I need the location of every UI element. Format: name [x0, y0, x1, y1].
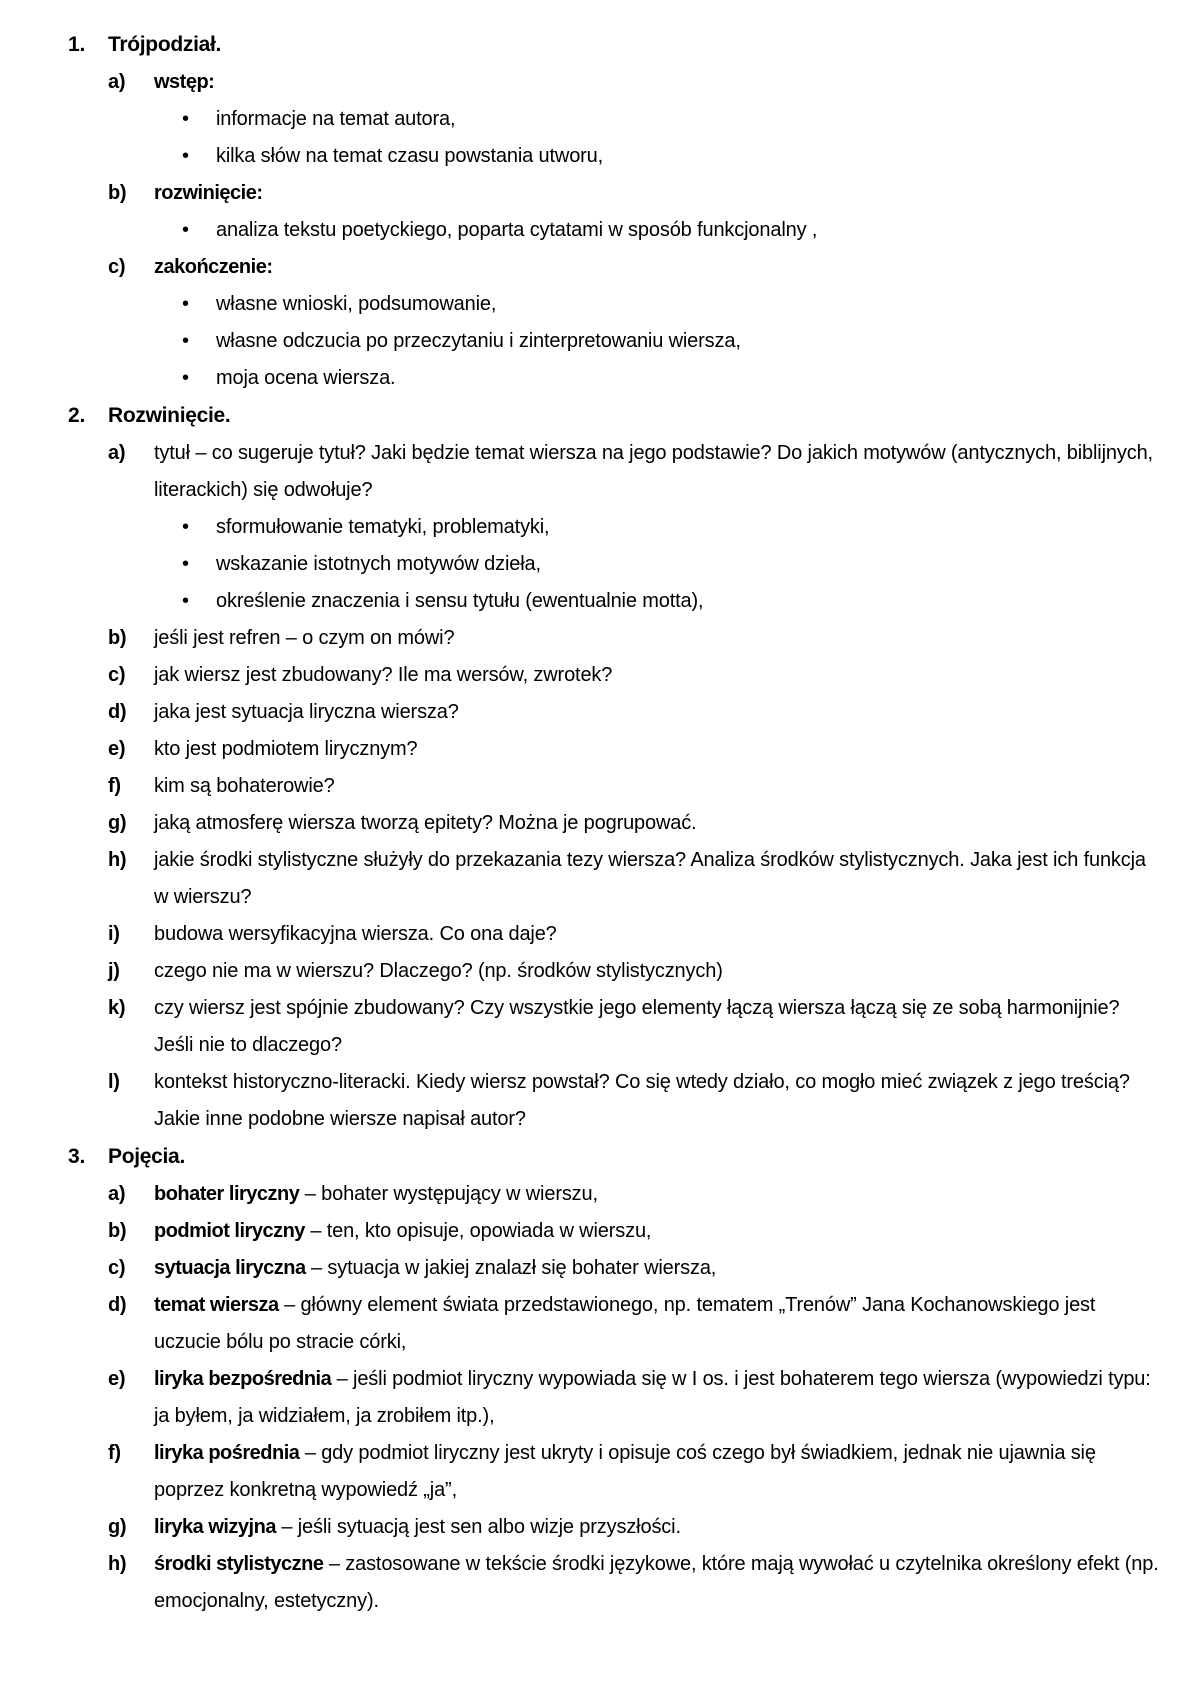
item-body: [154, 435, 1160, 509]
item-body: [154, 1176, 1160, 1213]
outline-item: [108, 768, 1160, 805]
item-marker: a): [108, 442, 126, 464]
item-body: [154, 1213, 1160, 1250]
item-body: [154, 175, 1160, 212]
item-term: środki stylistyczne: [154, 1553, 324, 1575]
outline-section: [40, 397, 1160, 1138]
bullet-dot-icon: •: [182, 553, 189, 575]
item-term: zakończenie:: [154, 256, 273, 278]
bullet-list: [154, 212, 1160, 249]
item-text: tytuł – co sugeruje tytuł? Jaki będzie temat wiersza na jego podstawie? Do jakich motywów (antycznych, biblijnych, literackich) się odwołuje?: [154, 442, 1153, 501]
bullet-list: [154, 286, 1160, 397]
item-body: [154, 842, 1160, 916]
item-text: jak wiersz jest zbudowany? Ile ma wersów, zwrotek?: [154, 664, 613, 686]
item-text: – zastosowane w tekście środki językowe, które mają wywołać u czytelnika określony efekt (np. emocjonalny, estetyczny).: [154, 1553, 1159, 1612]
bullet-item: [154, 138, 1160, 175]
outline-item: [108, 1213, 1160, 1250]
item-marker: a): [108, 71, 126, 93]
item-marker: l): [108, 1071, 120, 1093]
bullet-text: wskazanie istotnych motywów dzieła,: [216, 553, 541, 575]
item-marker: g): [108, 812, 127, 834]
item-body: [154, 731, 1160, 768]
outline-item: [108, 175, 1160, 249]
bullet-list: [154, 509, 1160, 620]
outline-item: [108, 1287, 1160, 1361]
bullet-item: [154, 323, 1160, 360]
bullet-item: [154, 286, 1160, 323]
outline-item: [108, 620, 1160, 657]
outline-item: [108, 916, 1160, 953]
item-body: [154, 953, 1160, 990]
item-body: [154, 990, 1160, 1064]
outline-item: [108, 1509, 1160, 1546]
bullet-text: informacje na temat autora,: [216, 108, 456, 130]
item-marker: e): [108, 738, 126, 760]
outline-item: [108, 249, 1160, 397]
item-marker: k): [108, 997, 126, 1019]
item-text: – bohater występujący w wierszu,: [299, 1183, 598, 1205]
item-marker: g): [108, 1516, 127, 1538]
item-text: – sytuacja w jakiej znalazł się bohater wiersza,: [305, 1257, 717, 1279]
outline-item: [108, 1435, 1160, 1509]
bullet-item: [154, 583, 1160, 620]
item-body: [154, 1064, 1160, 1138]
outline-item: [108, 694, 1160, 731]
section-sublist: [108, 435, 1160, 1138]
item-term: podmiot liryczny: [154, 1220, 305, 1242]
item-text: kto jest podmiotem lirycznym?: [154, 738, 418, 760]
item-body: [154, 694, 1160, 731]
section-title: Pojęcia.: [108, 1145, 185, 1168]
section-marker: 2.: [68, 404, 86, 427]
section-marker: 3.: [68, 1145, 86, 1168]
item-marker: c): [108, 256, 126, 278]
outline-item: [108, 1361, 1160, 1435]
item-text: jaka jest sytuacja liryczna wiersza?: [154, 701, 459, 723]
item-body: [154, 916, 1160, 953]
bullet-dot-icon: •: [182, 516, 189, 538]
item-body: [154, 768, 1160, 805]
outline-item: [108, 1064, 1160, 1138]
item-body: [154, 1287, 1160, 1361]
bullet-list: [154, 101, 1160, 175]
item-body: [154, 249, 1160, 286]
section-title: Rozwinięcie.: [108, 404, 231, 427]
item-term: liryka pośrednia: [154, 1442, 300, 1464]
item-marker: d): [108, 701, 127, 723]
item-text: – główny element świata przedstawionego, np. tematem „Trenów” Jana Kochanowskiego jest uczucie bólu po stracie córki,: [154, 1294, 1096, 1353]
bullet-dot-icon: •: [182, 293, 189, 315]
outline-item: [108, 953, 1160, 990]
item-marker: e): [108, 1368, 126, 1390]
item-term: wstęp:: [154, 71, 215, 93]
item-text: jaką atmosferę wiersza tworzą epitety? Można je pogrupować.: [154, 812, 697, 834]
item-term: temat wiersza: [154, 1294, 279, 1316]
item-marker: c): [108, 1257, 126, 1279]
section-sublist: [108, 1176, 1160, 1620]
bullet-text: własne wnioski, podsumowanie,: [216, 293, 497, 315]
item-marker: j): [108, 960, 120, 982]
item-marker: b): [108, 627, 127, 649]
bullet-dot-icon: •: [182, 219, 189, 241]
outline-section: [40, 1138, 1160, 1620]
item-term: bohater liryczny: [154, 1183, 300, 1205]
outline-item: [108, 435, 1160, 620]
item-text: czego nie ma w wierszu? Dlaczego? (np. środków stylistycznych): [154, 960, 723, 982]
item-body: [154, 805, 1160, 842]
bullet-dot-icon: •: [182, 108, 189, 130]
item-term: rozwinięcie:: [154, 182, 263, 204]
item-text: – jeśli podmiot liryczny wypowiada się w I os. i jest bohaterem tego wiersza (wypowiedzi typu: ja byłem, ja widziałem, ja zrobiłem itp.),: [154, 1368, 1151, 1427]
item-text: kontekst historyczno-literacki. Kiedy wiersz powstał? Co się wtedy działo, co mogło mieć związek z jego treścią? Jakie inne podobne wiersze napisał autor?: [154, 1071, 1130, 1130]
outline-item: [108, 657, 1160, 694]
item-marker: h): [108, 849, 127, 871]
item-marker: f): [108, 775, 121, 797]
item-text: jakie środki stylistyczne służyły do przekazania tezy wiersza? Analiza środków stylistycznych. Jaka jest ich funkcja w wierszu?: [154, 849, 1146, 908]
item-body: [154, 620, 1160, 657]
item-term: liryka bezpośrednia: [154, 1368, 332, 1390]
item-text: – gdy podmiot liryczny jest ukryty i opisuje coś czego był świadkiem, jednak nie ujawnia się poprzez konkretną wypowiedź „ja”,: [154, 1442, 1096, 1501]
item-term: liryka wizyjna: [154, 1516, 276, 1538]
outline-section: [40, 26, 1160, 397]
outline-item: [108, 64, 1160, 175]
outline-item: [108, 990, 1160, 1064]
item-body: [154, 1435, 1160, 1509]
bullet-dot-icon: •: [182, 330, 189, 352]
bullet-text: moja ocena wiersza.: [216, 367, 396, 389]
outline-list: [40, 26, 1160, 1620]
bullet-text: analiza tekstu poetyckiego, poparta cytatami w sposób funkcjonalny ,: [216, 219, 818, 241]
bullet-dot-icon: •: [182, 590, 189, 612]
bullet-dot-icon: •: [182, 145, 189, 167]
bullet-text: kilka słów na temat czasu powstania utworu,: [216, 145, 604, 167]
item-text: jeśli jest refren – o czym on mówi?: [154, 627, 455, 649]
outline-item: [108, 731, 1160, 768]
bullet-item: [154, 360, 1160, 397]
bullet-item: [154, 101, 1160, 138]
outline-item: [108, 1176, 1160, 1213]
section-marker: 1.: [68, 33, 86, 56]
item-body: [154, 1250, 1160, 1287]
outline-item: [108, 1250, 1160, 1287]
bullet-dot-icon: •: [182, 367, 189, 389]
item-text: kim są bohaterowie?: [154, 775, 335, 797]
bullet-text: określenie znaczenia i sensu tytułu (ewentualnie motta),: [216, 590, 704, 612]
outline-item: [108, 842, 1160, 916]
item-marker: d): [108, 1294, 127, 1316]
bullet-item: [154, 212, 1160, 249]
outline-item: [108, 1546, 1160, 1620]
section-sublist: [108, 64, 1160, 397]
bullet-item: [154, 509, 1160, 546]
item-term: sytuacja liryczna: [154, 1257, 306, 1279]
item-body: [154, 64, 1160, 101]
item-body: [154, 1361, 1160, 1435]
item-marker: b): [108, 182, 127, 204]
item-marker: c): [108, 664, 126, 686]
item-body: [154, 1546, 1160, 1620]
item-text: – jeśli sytuacją jest sen albo wizje przyszłości.: [275, 1516, 681, 1538]
item-marker: i): [108, 923, 120, 945]
item-marker: b): [108, 1220, 127, 1242]
bullet-text: sformułowanie tematyki, problematyki,: [216, 516, 550, 538]
item-text: budowa wersyfikacyjna wiersza. Co ona daje?: [154, 923, 557, 945]
item-marker: f): [108, 1442, 121, 1464]
item-text: czy wiersz jest spójnie zbudowany? Czy wszystkie jego elementy łączą wiersza łączą się ze sobą harmonijnie? Jeśli nie to dlaczego?: [154, 997, 1120, 1056]
item-marker: a): [108, 1183, 126, 1205]
bullet-text: własne odczucia po przeczytaniu i zinterpretowaniu wiersza,: [216, 330, 741, 352]
outline-item: [108, 805, 1160, 842]
item-marker: h): [108, 1553, 127, 1575]
bullet-item: [154, 546, 1160, 583]
section-title: Trójpodział.: [108, 33, 222, 56]
item-text: – ten, kto opisuje, opowiada w wierszu,: [304, 1220, 652, 1242]
item-body: [154, 657, 1160, 694]
item-body: [154, 1509, 1160, 1546]
